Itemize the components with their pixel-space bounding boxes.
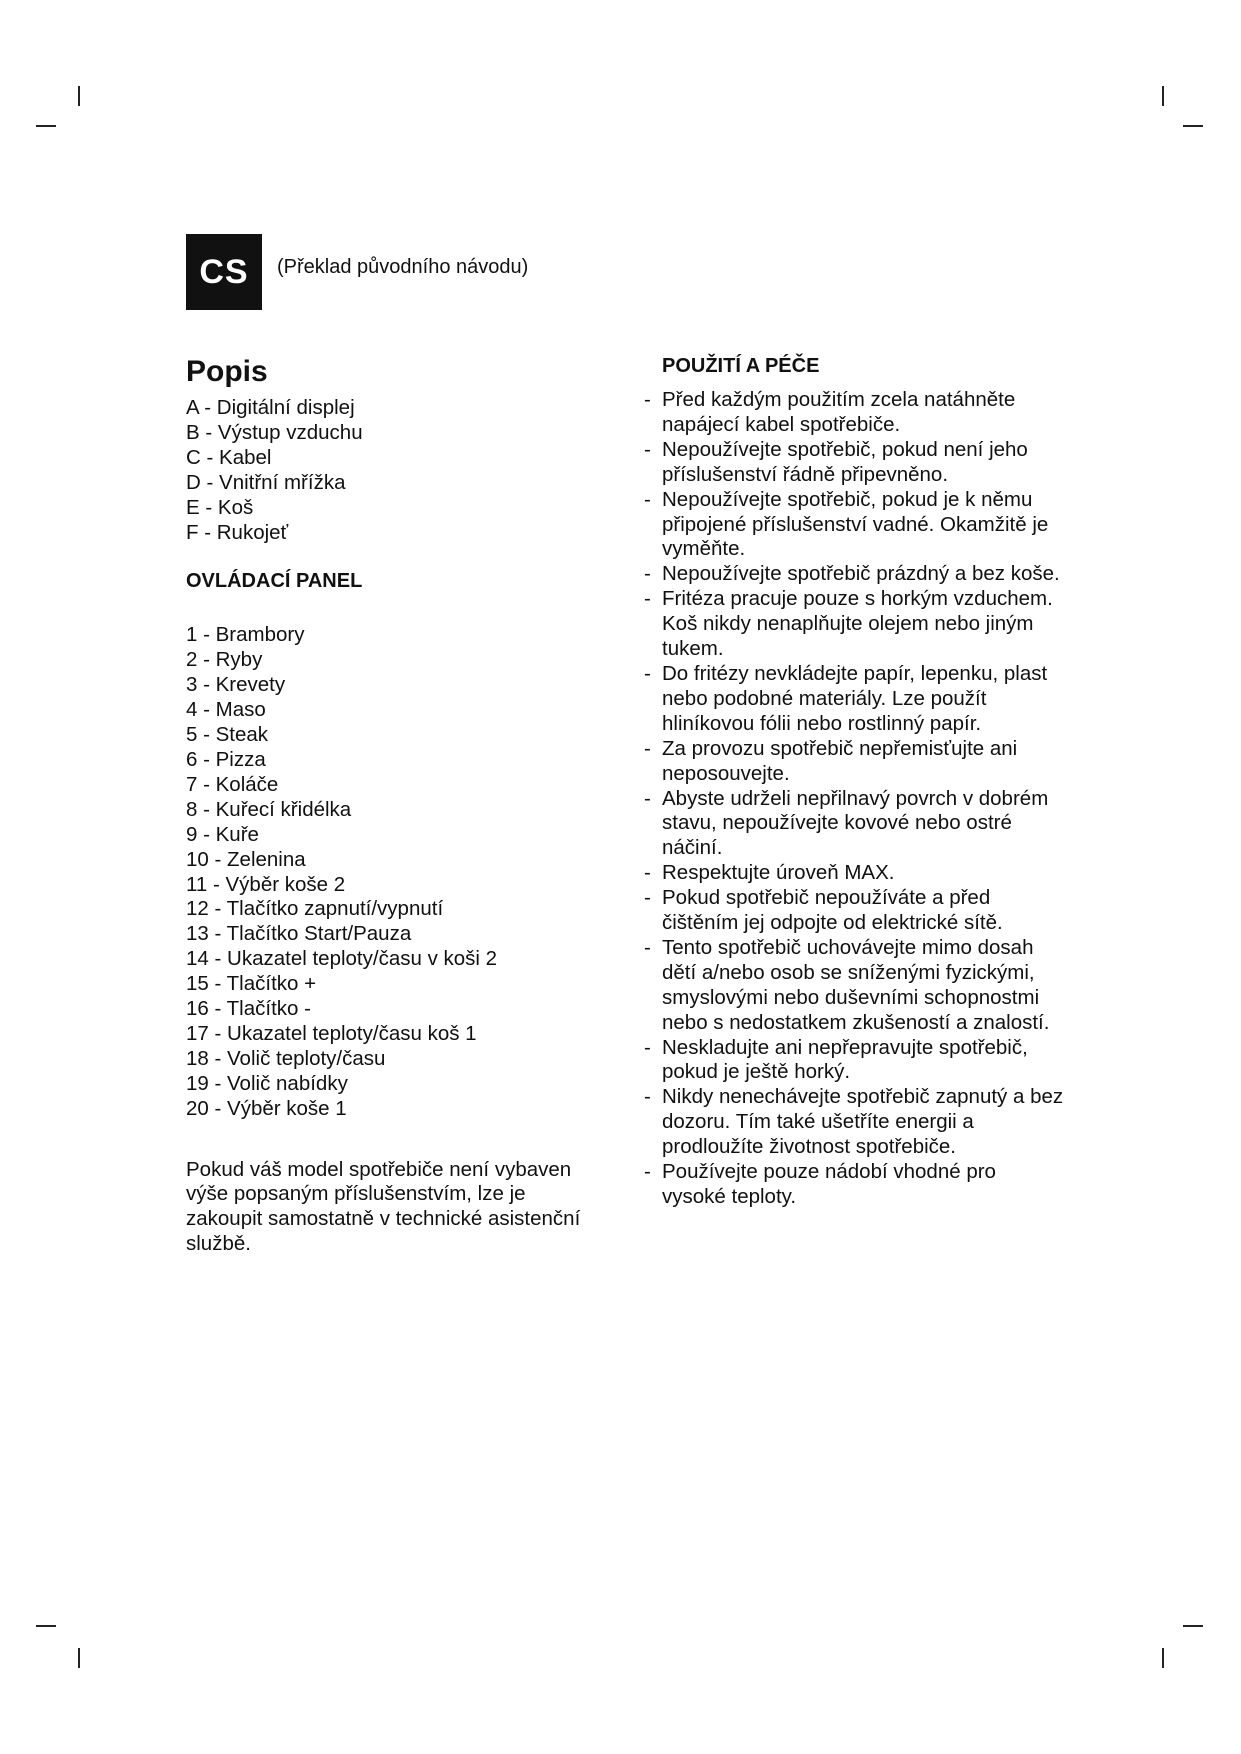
control-panel-title: OVLÁDACÍ PANEL [186, 570, 363, 593]
part-item: F - Rukojeť [186, 520, 289, 544]
control-item: 2 - Ryby [186, 648, 263, 672]
control-item: 19 - Volič nabídky [186, 1071, 348, 1095]
care-item: - Nepoužívejte spotřebič prázdný a bez koše. [644, 562, 1064, 587]
control-item: 15 - Tlačítko + [186, 972, 317, 996]
right-column [644, 352, 1064, 1210]
care-item: - Fritéza pracuje pouze s horkým vzduchem. Koš nikdy nenaplňujte olejem nebo jiným tukem. [644, 587, 1064, 662]
part-item: C - Kabel [186, 445, 272, 469]
control-item: 13 - Tlačítko Start/Pauza [186, 922, 412, 946]
care-item: - Používejte pouze nádobí vhodné pro vysoké teploty. [644, 1160, 1064, 1210]
language-badge: CS [186, 234, 262, 310]
care-item: - Nikdy nenechávejte spotřebič zapnutý a bez dozoru. Tím také ušetříte energii a prodloužíte životnost spotřebiče. [644, 1085, 1064, 1160]
part-item: D - Vnitřní mřížka [186, 470, 346, 494]
crop-mark-bottom-right [1162, 1648, 1164, 1668]
control-item: 5 - Steak [186, 723, 269, 747]
use-and-care-title: POUŽITÍ A PÉČE [662, 355, 820, 377]
care-item: - Nepoužívejte spotřebič, pokud není jeho příslušenství řádně připevněno. [644, 438, 1064, 488]
care-item: - Za provozu spotřebič nepřemisťujte ani neposouvejte. [644, 737, 1064, 787]
care-item: - Respektujte úroveň MAX. [644, 861, 1064, 886]
crop-mark-top-right-h [1183, 125, 1203, 127]
crop-mark-bottom-right-h [1183, 1625, 1203, 1627]
control-item: 18 - Volič teploty/času [186, 1046, 386, 1070]
control-panel-list [186, 623, 606, 1121]
accessory-note: Pokud váš model spotřebiče není vybaven výše popsaným příslušenstvím, lze je zakoupit samostatně v technické asistenční službě. [186, 1157, 581, 1256]
control-item: 3 - Krevety [186, 673, 286, 697]
crop-mark-top-left [78, 86, 80, 106]
care-item: - Tento spotřebič uchovávejte mimo dosah dětí a/nebo osob se sníženými fyzickými, smyslovými nebo duševními schopnostmi nebo s nedostatkem zkušeností a znalostí. [644, 936, 1064, 1036]
control-item: 1 - Brambory [186, 623, 305, 647]
control-item: 12 - Tlačítko zapnutí/vypnutí [186, 897, 444, 921]
crop-mark-top-left-h [36, 125, 56, 127]
left-column [186, 352, 606, 1257]
control-item: 10 - Zelenina [186, 847, 306, 871]
control-item: 16 - Tlačítko - [186, 997, 311, 1021]
part-item: B - Výstup vzduchu [186, 420, 363, 444]
crop-mark-bottom-left-h [36, 1625, 56, 1627]
control-item: 6 - Pizza [186, 747, 266, 771]
part-item: A - Digitální displej [186, 396, 355, 419]
control-item: 4 - Maso [186, 698, 266, 722]
care-item: - Nepoužívejte spotřebič, pokud je k němu připojené příslušenství vadné. Okamžitě je vyměňte. [644, 488, 1064, 563]
care-item: - Neskladujte ani nepřepravujte spotřebič, pokud je ještě horký. [644, 1036, 1064, 1086]
control-item: 9 - Kuře [186, 822, 259, 846]
translation-subtitle: (Překlad původního návodu) [277, 256, 529, 278]
use-and-care-list [644, 388, 1064, 1210]
care-item: - Pokud spotřebič nepoužíváte a před čištěním jej odpojte od elektrické sítě. [644, 886, 1064, 936]
care-item: - Před každým použitím zcela natáhněte napájecí kabel spotřebiče. [644, 388, 1064, 438]
parts-list [186, 396, 606, 545]
description-title: Popis [186, 355, 268, 388]
care-item: - Abyste udrželi nepřilnavý povrch v dobrém stavu, nepoužívejte kovové nebo ostré náčiní. [644, 787, 1064, 862]
care-item: - Do fritézy nevkládejte papír, lepenku, plast nebo podobné materiály. Lze použít hliníkovou fólii nebo rostlinný papír. [644, 662, 1064, 737]
crop-mark-top-right [1162, 86, 1164, 106]
control-item: 11 - Výběr koše 2 [186, 872, 346, 896]
part-item: E - Koš [186, 495, 254, 519]
control-item: 17 - Ukazatel teploty/času koš 1 [186, 1021, 477, 1045]
control-item: 14 - Ukazatel teploty/času v koši 2 [186, 947, 498, 971]
crop-mark-bottom-left [78, 1648, 80, 1668]
control-item: 20 - Výběr koše 1 [186, 1096, 347, 1120]
control-item: 7 - Koláče [186, 772, 279, 796]
control-item: 8 - Kuřecí křidélka [186, 797, 352, 821]
